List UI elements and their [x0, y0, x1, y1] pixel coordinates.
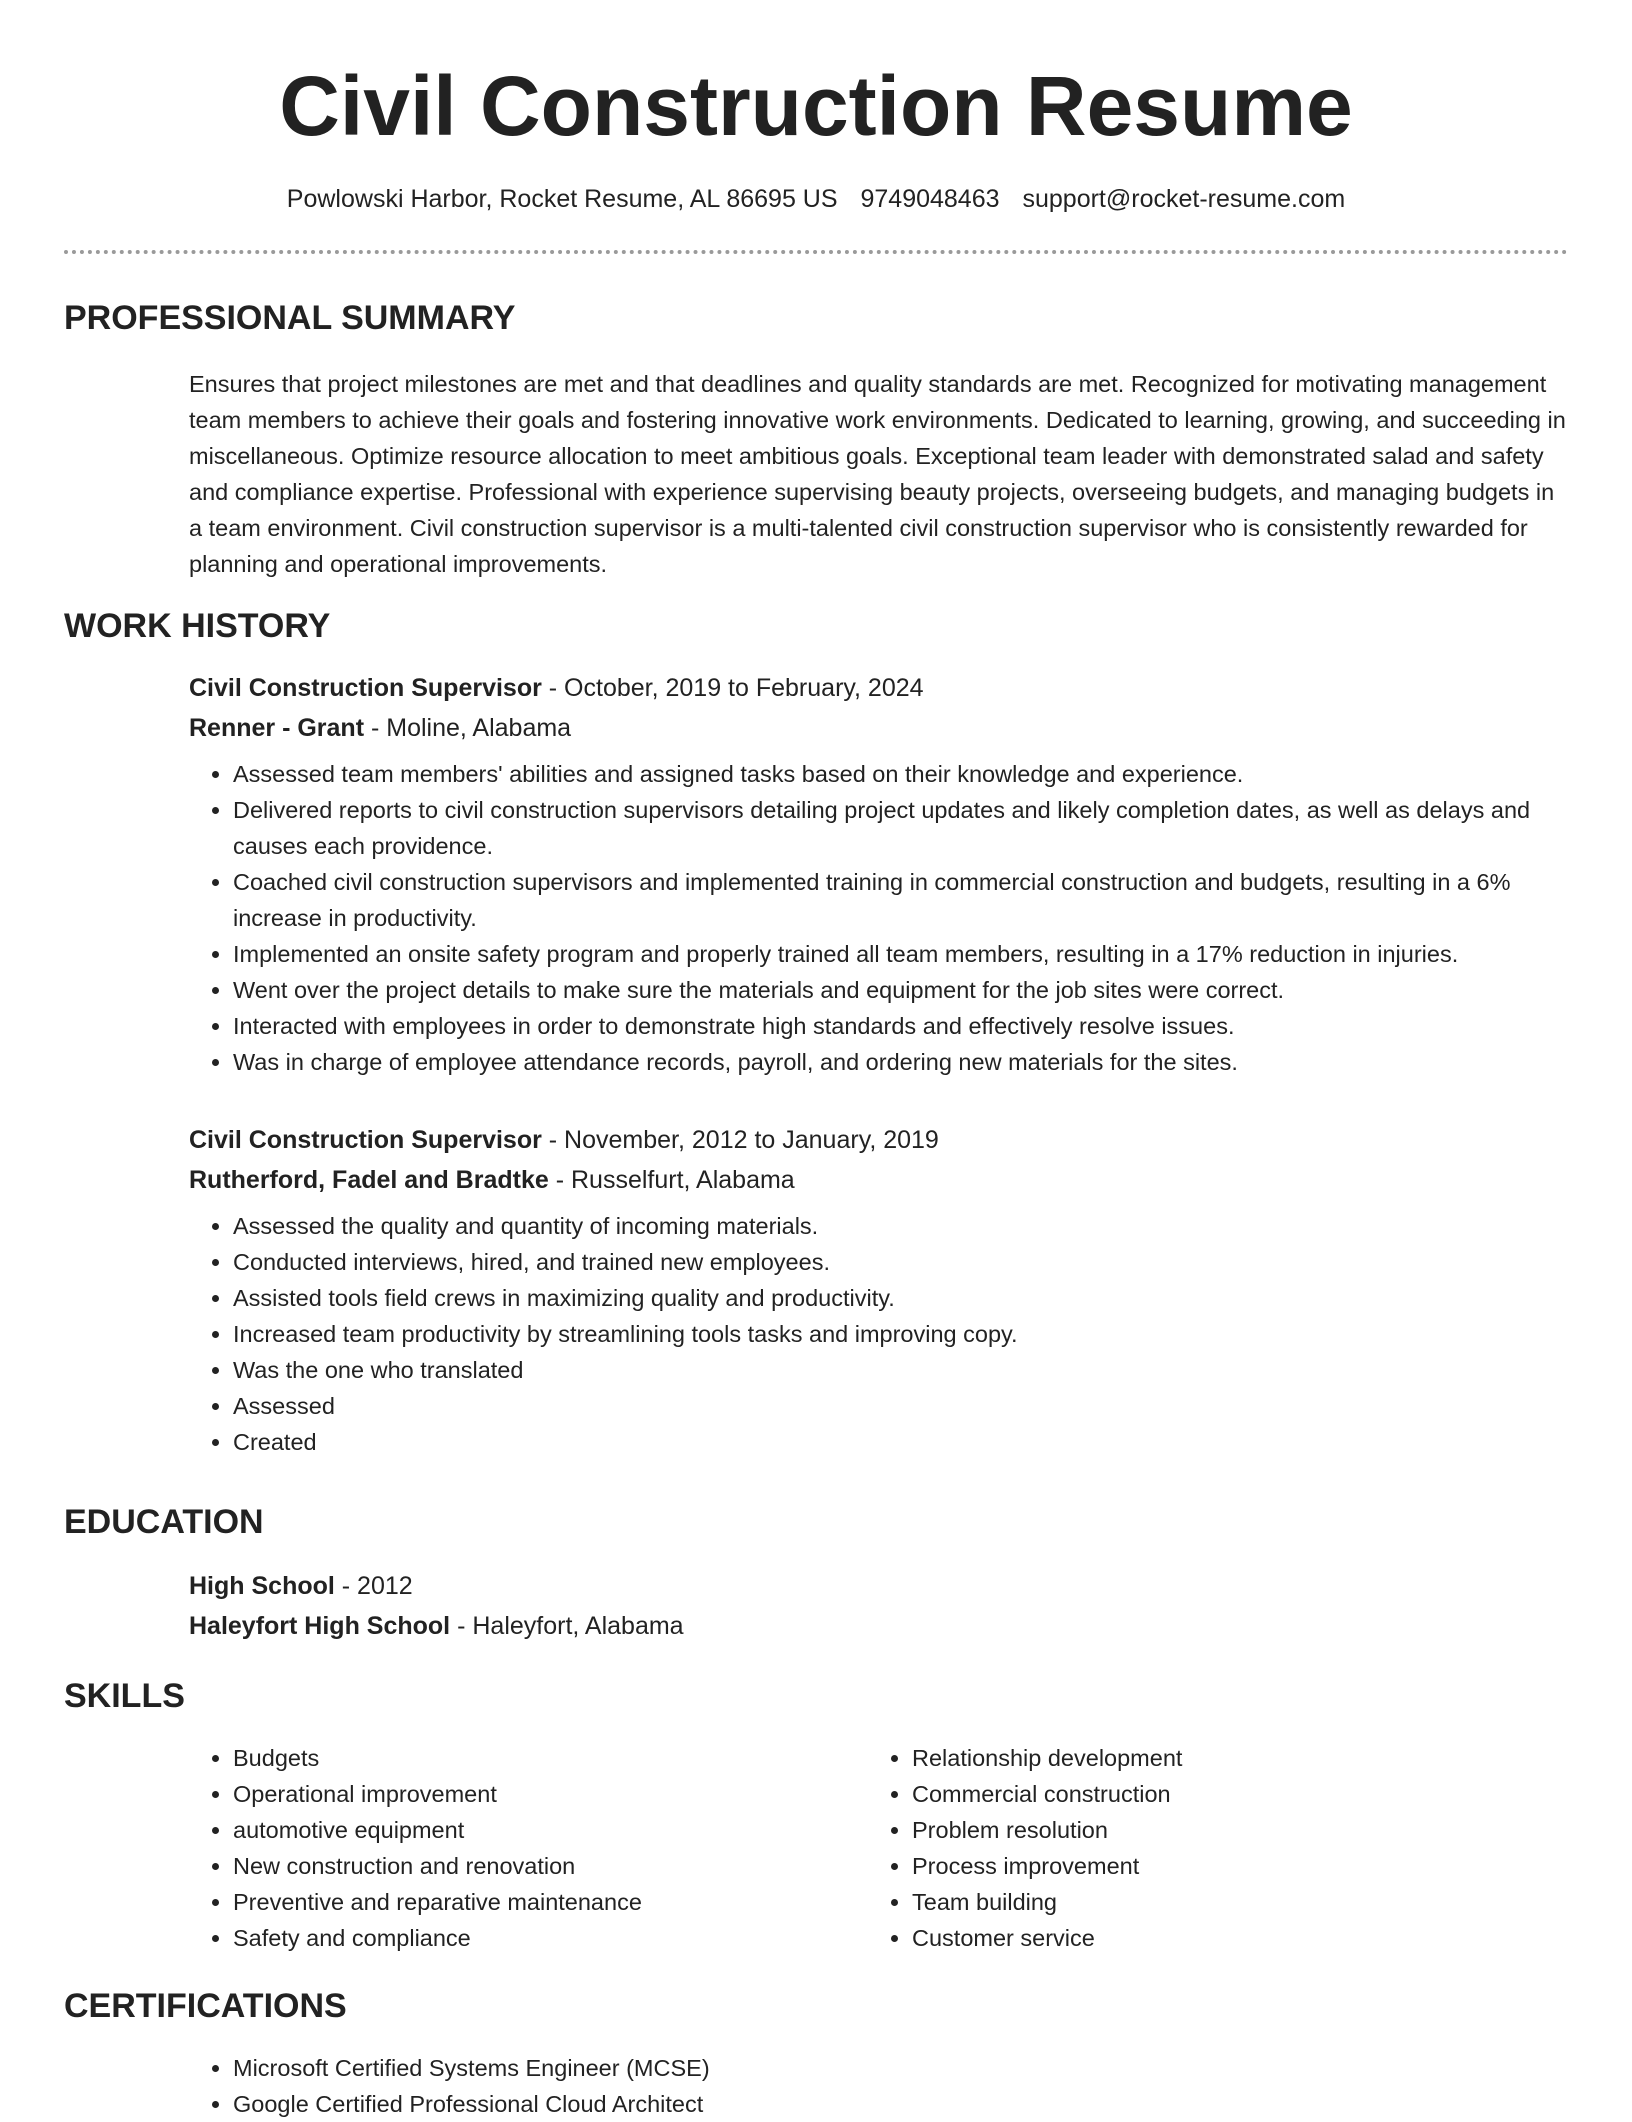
- skills-list: [868, 1740, 1528, 1956]
- skill-item: • Safety and compliance: [233, 1920, 849, 1956]
- contact-line: [0, 182, 1632, 216]
- job-company: Rutherford, Fadel and Bradtke: [189, 1166, 549, 1194]
- job-bullet: • Conducted interviews, hired, and trained new employees.: [233, 1244, 1569, 1280]
- job-title: Civil Construction Supervisor: [189, 674, 542, 702]
- education-location: - Haleyfort, Alabama: [450, 1612, 684, 1640]
- job-dates: - November, 2012 to January, 2019: [541, 1126, 939, 1154]
- section-heading-summary: PROFESSIONAL SUMMARY: [64, 299, 516, 337]
- skill-item: • Problem resolution: [912, 1812, 1528, 1848]
- skills-list: [189, 1740, 849, 1956]
- job-bullet: • Created: [233, 1424, 1569, 1460]
- section-heading-certifications: CERTIFICATIONS: [64, 1987, 347, 2025]
- job-bullet: • Interacted with employees in order to demonstrate high standards and effectively resolve issues.: [233, 1008, 1569, 1044]
- skills-column-right: [868, 1740, 1528, 1956]
- job-bullet: • Assisted tools field crews in maximizing quality and productivity.: [233, 1280, 1569, 1316]
- header-divider: [64, 250, 1568, 254]
- contact-email: support@rocket-resume.com: [1022, 185, 1346, 213]
- education-degree: High School: [189, 1572, 335, 1600]
- section-heading-skills: SKILLS: [64, 1677, 185, 1715]
- education-degree-line: [189, 1566, 1569, 1606]
- job-location: - Russelfurt, Alabama: [548, 1166, 795, 1194]
- skill-item: • Commercial construction: [912, 1776, 1528, 1812]
- education-school-line: [189, 1606, 1569, 1646]
- resume-title: Civil Construction Resume: [279, 59, 1353, 153]
- job-bullet: • Increased team productivity by streamlining tools tasks and improving copy.: [233, 1316, 1569, 1352]
- section-heading-education: EDUCATION: [64, 1503, 264, 1541]
- certification-item: • Google Certified Professional Cloud Architect: [233, 2086, 1569, 2122]
- job-company-line: [189, 1160, 1569, 1200]
- section-heading-work-history: WORK HISTORY: [64, 607, 331, 645]
- contact-phone: 9749048463: [860, 185, 1000, 213]
- skill-item: • Operational improvement: [233, 1776, 849, 1812]
- skill-item: • Customer service: [912, 1920, 1528, 1956]
- job-location: - Moline, Alabama: [364, 714, 572, 742]
- certifications-list: [189, 2050, 1569, 2122]
- job-bullet: • Assessed team members' abilities and assigned tasks based on their knowledge and experience.: [233, 756, 1569, 792]
- job-bullet: • Was the one who translated: [233, 1352, 1569, 1388]
- job-entry: [189, 1120, 1569, 1460]
- skill-item: • Relationship development: [912, 1740, 1528, 1776]
- job-bullet: • Assessed: [233, 1388, 1569, 1424]
- job-bullet: • Assessed the quality and quantity of incoming materials.: [233, 1208, 1569, 1244]
- skill-item: • New construction and renovation: [233, 1848, 849, 1884]
- job-entry: [189, 668, 1569, 1080]
- skill-item: • Process improvement: [912, 1848, 1528, 1884]
- job-company: Renner - Grant: [189, 714, 365, 742]
- certifications-entry: [189, 2050, 1569, 2122]
- job-bullet-list: [189, 756, 1569, 1080]
- job-bullet-list: [189, 1208, 1569, 1460]
- job-dates: - October, 2019 to February, 2024: [541, 674, 924, 702]
- education-year: - 2012: [334, 1572, 413, 1600]
- job-title: Civil Construction Supervisor: [189, 1126, 542, 1154]
- certification-item: • Microsoft Certified Systems Engineer (MCSE): [233, 2050, 1569, 2086]
- job-company-line: [189, 708, 1569, 748]
- education-school: Haleyfort High School: [189, 1612, 451, 1640]
- skill-item: • automotive equipment: [233, 1812, 849, 1848]
- job-bullet: • Coached civil construction supervisors and implemented training in commercial construction and budgets, resulting in a 6% increase in productivity.: [233, 864, 1569, 936]
- job-bullet: • Delivered reports to civil construction supervisors detailing project updates and likely completion dates, as well as delays and causes each providence.: [233, 792, 1569, 864]
- job-title-line: [189, 1120, 1569, 1160]
- job-title-line: [189, 668, 1569, 708]
- job-bullet: • Went over the project details to make sure the materials and equipment for the job sites were correct.: [233, 972, 1569, 1008]
- education-entry: [189, 1566, 1569, 1646]
- skill-item: • Team building: [912, 1884, 1528, 1920]
- summary-text: Ensures that project milestones are met and that deadlines and quality standards are met. Recognized for motivating management team members to achieve their goals and fostering innovative work environments. Dedicated to learning, growing, and succeeding in miscellaneous. Optimize resource allocation to meet ambitious goals. Exceptional team leader with demonstrated salad and safety and compliance expertise. Professional with experience supervising beauty projects, overseeing budgets, and managing budgets in a team environment. Civil construction supervisor is a multi-talented civil construction supervisor who is consistently rewarded for planning and operational improvements.: [189, 371, 1566, 577]
- skill-item: • Preventive and reparative maintenance: [233, 1884, 849, 1920]
- skills-column-left: [189, 1740, 849, 1956]
- skill-item: • Budgets: [233, 1740, 849, 1776]
- contact-address: Powlowski Harbor, Rocket Resume, AL 86695 US: [286, 185, 838, 213]
- job-bullet: • Was in charge of employee attendance records, payroll, and ordering new materials for the sites.: [233, 1044, 1569, 1080]
- job-bullet: • Implemented an onsite safety program and properly trained all team members, resulting in a 17% reduction in injuries.: [233, 936, 1569, 972]
